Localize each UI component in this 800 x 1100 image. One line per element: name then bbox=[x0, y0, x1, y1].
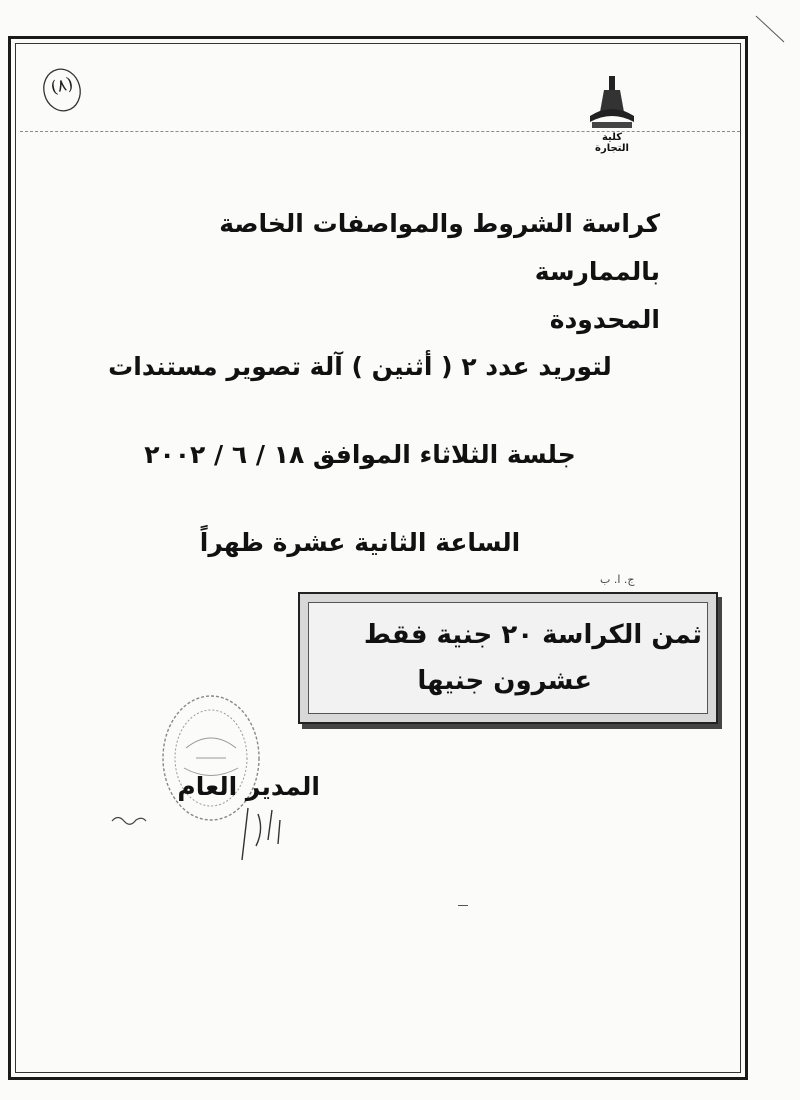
price-box bbox=[298, 592, 718, 724]
stray-mark bbox=[458, 905, 468, 906]
university-logo bbox=[584, 72, 640, 154]
handwritten-signature-icon bbox=[228, 800, 308, 870]
session-date: جلسة الثلاثاء الموافق ١٨ / ٦ / ٢٠٠٢ bbox=[144, 440, 576, 469]
title-line-2: المحدودة bbox=[549, 305, 660, 334]
session-time: الساعة الثانية عشرة ظهراً bbox=[199, 528, 521, 557]
price-in-words: عشرون جنيها bbox=[417, 666, 592, 696]
price-amount: ثمن الكراسة ٢٠ جنية فقط bbox=[363, 620, 702, 650]
handwritten-mark-icon bbox=[110, 812, 150, 826]
page-number bbox=[40, 66, 84, 114]
general-manager-title: المدير العام bbox=[177, 772, 320, 801]
title-line-1: كراسة الشروط والمواصفات الخاصة بالممارسة bbox=[219, 209, 660, 286]
fold-corner-icon bbox=[748, 10, 788, 50]
handwritten-note: ج. ا. ب bbox=[600, 573, 635, 586]
faculty-caption: كلية التجارة bbox=[595, 132, 629, 154]
supply-description: لتوريد عدد ٢ ( أثنين ) آلة تصوير مستندات bbox=[108, 352, 612, 381]
document-title bbox=[90, 200, 660, 344]
page-number-text: (٨) bbox=[48, 73, 76, 99]
university-emblem-icon bbox=[584, 72, 640, 132]
page-border bbox=[8, 36, 748, 1080]
